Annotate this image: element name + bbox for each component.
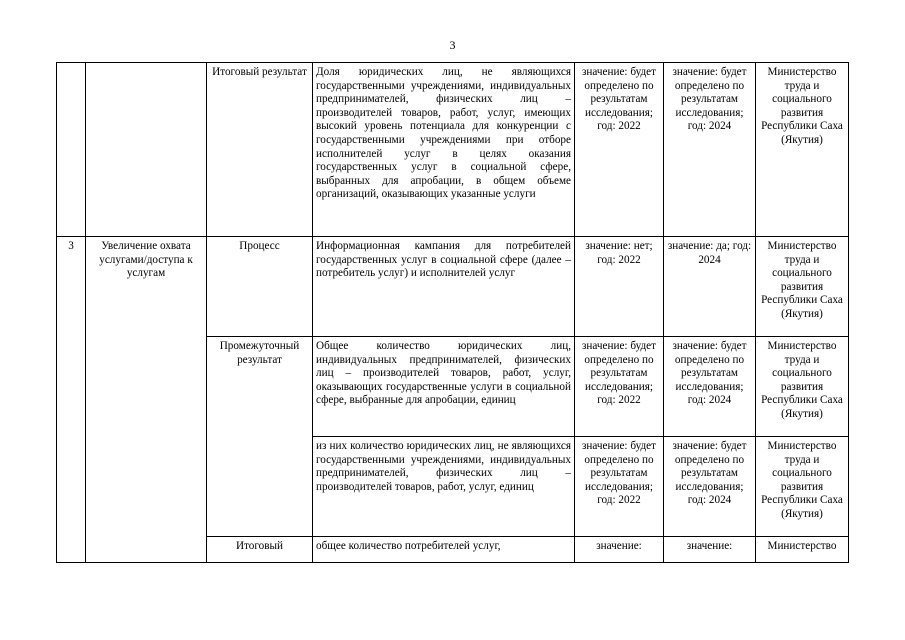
value-2024-cell: значение: да; год: 2024 — [664, 237, 756, 337]
responsible-cell: Министерство — [756, 537, 849, 563]
row-number-cell: 3 — [57, 237, 86, 563]
indicator-cell: Общее количество юридических лиц, индивидуальных предпринимателей, физических лиц – производителей товаров, работ, услуг, оказывающих государственные услуги в социальной сфере, выбранные для апробации, единиц — [313, 337, 575, 437]
activity-cell: Увеличение охвата услугами/доступа к услугам — [86, 237, 207, 563]
indicators-table — [56, 62, 849, 563]
result-type-cell: Промежуточный результат — [207, 337, 313, 537]
value-2024-cell: значение: будет определено по результатам исследования; год: 2024 — [664, 437, 756, 537]
result-type-cell: Итоговый результат — [207, 63, 313, 237]
indicator-cell: Информационная кампания для потребителей государственных услуг в социальной сфере (далее –потребитель услуг) и исполнителей услуг — [313, 237, 575, 337]
responsible-cell: Министерство труда и социального развития Республики Саха (Якутия) — [756, 437, 849, 537]
result-type-cell: Итоговый — [207, 537, 313, 563]
row-number-cell — [57, 63, 86, 237]
table-row — [57, 63, 849, 237]
value-2024-cell: значение: будет определено по результатам исследования; год: 2024 — [664, 63, 756, 237]
page-number: 3 — [449, 38, 456, 52]
indicator-cell: общее количество потребителей услуг, — [313, 537, 575, 563]
responsible-cell: Министерство труда и социального развития Республики Саха (Якутия) — [756, 237, 849, 337]
indicator-cell: из них количество юридических лиц, не являющихся государственными учреждениями, индивидуальных предпринимателей, физических лиц – производителей товаров, работ, услуг, единиц — [313, 437, 575, 537]
value-2024-cell: значение: — [664, 537, 756, 563]
value-2022-cell: значение: будет определено по результатам исследования; год: 2022 — [575, 437, 664, 537]
value-2022-cell: значение: будет определено по результатам исследования; год: 2022 — [575, 337, 664, 437]
table-row — [57, 237, 849, 337]
indicator-cell: Доля юридических лиц, не являющихся государственными учреждениями, индивидуальных предпринимателей, физических лиц – производителей товаров, работ, услуг, имеющих высокий уровень потенциала для конкуренции с государственными учреждениями при отборе исполнителей услуг в целях оказания государственных услуг в социальной сфере, выбранных для апробации, в общем объеме организаций, оказывающих указанные услуги — [313, 63, 575, 237]
value-2022-cell: значение: нет; год: 2022 — [575, 237, 664, 337]
activity-cell — [86, 63, 207, 237]
result-type-cell: Процесс — [207, 237, 313, 337]
responsible-cell: Министерство труда и социального развития Республики Саха (Якутия) — [756, 337, 849, 437]
value-2022-cell: значение: будет определено по результатам исследования; год: 2022 — [575, 63, 664, 237]
value-2024-cell: значение: будет определено по результатам исследования; год: 2024 — [664, 337, 756, 437]
value-2022-cell: значение: — [575, 537, 664, 563]
responsible-cell: Министерство труда и социального развития Республики Саха (Якутия) — [756, 63, 849, 237]
